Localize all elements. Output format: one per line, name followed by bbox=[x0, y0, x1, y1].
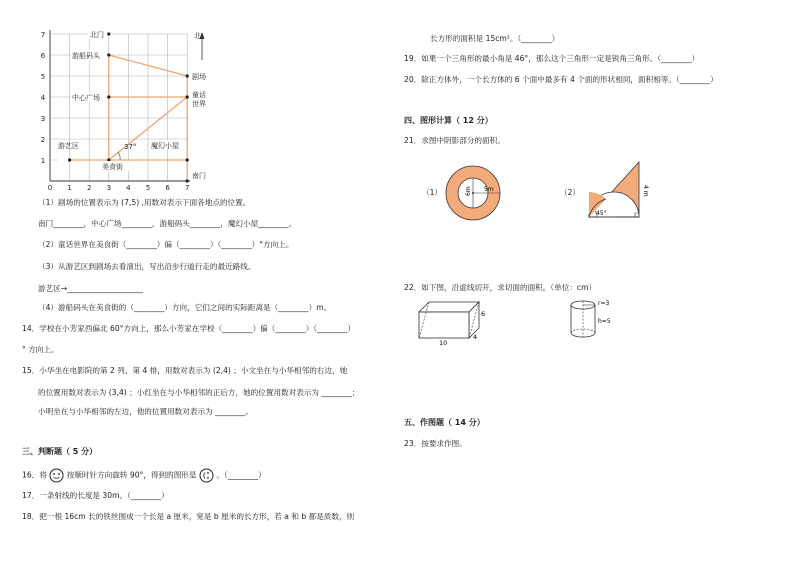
q16-text-a: 16．将 bbox=[22, 470, 47, 480]
cylinder-figure bbox=[565, 297, 625, 343]
ring-figure bbox=[443, 163, 503, 223]
cyl-height-label: h=5 bbox=[598, 318, 611, 325]
y-tick: 5 bbox=[40, 73, 46, 81]
place-zhongxin: 中心广场 bbox=[72, 94, 100, 102]
section-3-heading: 三、判断题（ 5 分） bbox=[22, 447, 98, 456]
q21: 21．求图中阴影部分的面积。 bbox=[404, 136, 505, 145]
fig2-label: （2） bbox=[560, 188, 581, 197]
q13-1-answers: 南门________，中心广场________，游船码头________，魔幻小屋________。 bbox=[38, 219, 297, 228]
q13-3: （3）从游艺区到剧场去看演出，写出沿步行道行走的最近路线。 bbox=[38, 262, 256, 271]
place-juchang: 剧场 bbox=[192, 73, 206, 81]
rotated-face-icon bbox=[199, 468, 214, 483]
q14-cont: ° 方向上。 bbox=[22, 345, 59, 354]
semicircle-triangle-figure bbox=[585, 157, 660, 225]
q20: 20．除正方体外，一个长方体的 6 个面中最多有 4 个面的形状相同，面积相等。（________） bbox=[404, 75, 718, 84]
y-tick: 6 bbox=[40, 52, 46, 60]
box-width-label: 4 bbox=[473, 333, 478, 341]
q23: 23．按要求作图。 bbox=[404, 439, 467, 448]
place-nanmen: 南门 bbox=[192, 172, 206, 180]
fig1-label: （1） bbox=[422, 188, 443, 197]
q15: 15．小华坐在电影院的第 2 列、第 4 排，用数对表示为 (2,4) ；小文坐在与小华相邻的右边，她 bbox=[22, 366, 348, 375]
y-tick: 4 bbox=[40, 94, 46, 102]
q16-text-b: 按顺时针方向旋转 90°，得到的图形是 bbox=[66, 470, 197, 480]
box-length-label: 10 bbox=[439, 339, 448, 346]
y-tick: 1 bbox=[40, 157, 46, 165]
section-5-heading: 五、作图题（ 14 分） bbox=[404, 418, 485, 427]
angle-label: 37° bbox=[124, 143, 137, 151]
q16 bbox=[22, 468, 266, 483]
y-tick: 7 bbox=[40, 31, 46, 39]
place-mohuan: 魔幻小屋 bbox=[151, 142, 179, 150]
north-label: 北 bbox=[194, 32, 201, 40]
x-tick: 3 bbox=[106, 184, 112, 192]
q13-2: （2）童话世界在美食街（________）偏（________）（________）°方向上。 bbox=[38, 240, 294, 249]
q13-1: （1）剧场的位置表示为 (7,5) ,用数对表示下面各地点的位置。 bbox=[38, 198, 251, 207]
box-height-label: 6 bbox=[481, 310, 486, 318]
q18-cont: 长方形的面积是 15cm²。（________） bbox=[430, 34, 560, 43]
q17: 17．一条射线的长度是 30m。（________） bbox=[22, 491, 169, 500]
fig2-angle-label: 45° bbox=[596, 210, 607, 217]
q15-cont: 的位置用数对表示为 (3,4) ；小红坐在与小华相邻的正后方，她的位置用数对表示为 ________； bbox=[38, 388, 360, 397]
q13-3-route: 游艺区→____________________ bbox=[38, 284, 144, 293]
q22: 22．如下图，沿虚线切开，求切面的面积。（单位：cm） bbox=[404, 283, 597, 292]
y-tick: 3 bbox=[40, 115, 46, 123]
q16-text-c: 。（________） bbox=[216, 470, 266, 480]
x-tick: 1 bbox=[67, 184, 72, 192]
angle-arc bbox=[118, 152, 120, 160]
x-tick: 6 bbox=[165, 184, 170, 192]
place-tonghua-2: 世界 bbox=[192, 100, 206, 108]
place-youchuan: 游船码头 bbox=[72, 52, 100, 60]
place-tonghua: 童话 bbox=[192, 91, 206, 99]
place-beimen: 北门 bbox=[90, 31, 104, 39]
x-tick: 0 bbox=[47, 184, 53, 192]
fig2-height-label: 4 m bbox=[642, 185, 649, 197]
q13-4: （4）游船码头在美食街的（________）方向，它们之间的实际距离是（________）m。 bbox=[38, 303, 332, 312]
q15-cont-2: 小明坐在与小华相邻的左边，他的位置用数对表示为 ________。 bbox=[38, 407, 254, 416]
smiley-face-icon bbox=[49, 468, 64, 483]
section-4-heading: 四、图形计算（ 12 分） bbox=[404, 116, 493, 125]
y-tick: 2 bbox=[40, 136, 46, 144]
q18: 18．把一根 16cm 长的铁丝围成一个长是 a 厘米，宽是 b 厘米的长方形，若 a 和 b 都是质数，则 bbox=[22, 512, 355, 521]
x-tick: 2 bbox=[86, 184, 92, 192]
x-tick: 4 bbox=[126, 184, 131, 192]
place-meishi: 美食街 bbox=[102, 163, 123, 171]
fig1-r-label: 5m bbox=[484, 186, 494, 193]
x-tick: 5 bbox=[145, 184, 151, 192]
fig1-d-label: 6m bbox=[465, 186, 472, 196]
x-tick: 7 bbox=[184, 184, 190, 192]
place-youyi: 游艺区 bbox=[58, 142, 79, 150]
cyl-radius-label: r=3 bbox=[598, 300, 610, 307]
cuboid-figure bbox=[415, 298, 495, 346]
q19: 19．如果一个三角形的最小角是 46°，那么这个三角形一定是锐角三角形。（________） bbox=[404, 54, 700, 63]
q14: 14．学校在小芳家西偏北 60°方向上，那么小芳家在学校（________）偏（________）（________） bbox=[22, 324, 356, 333]
park-map bbox=[30, 24, 230, 194]
